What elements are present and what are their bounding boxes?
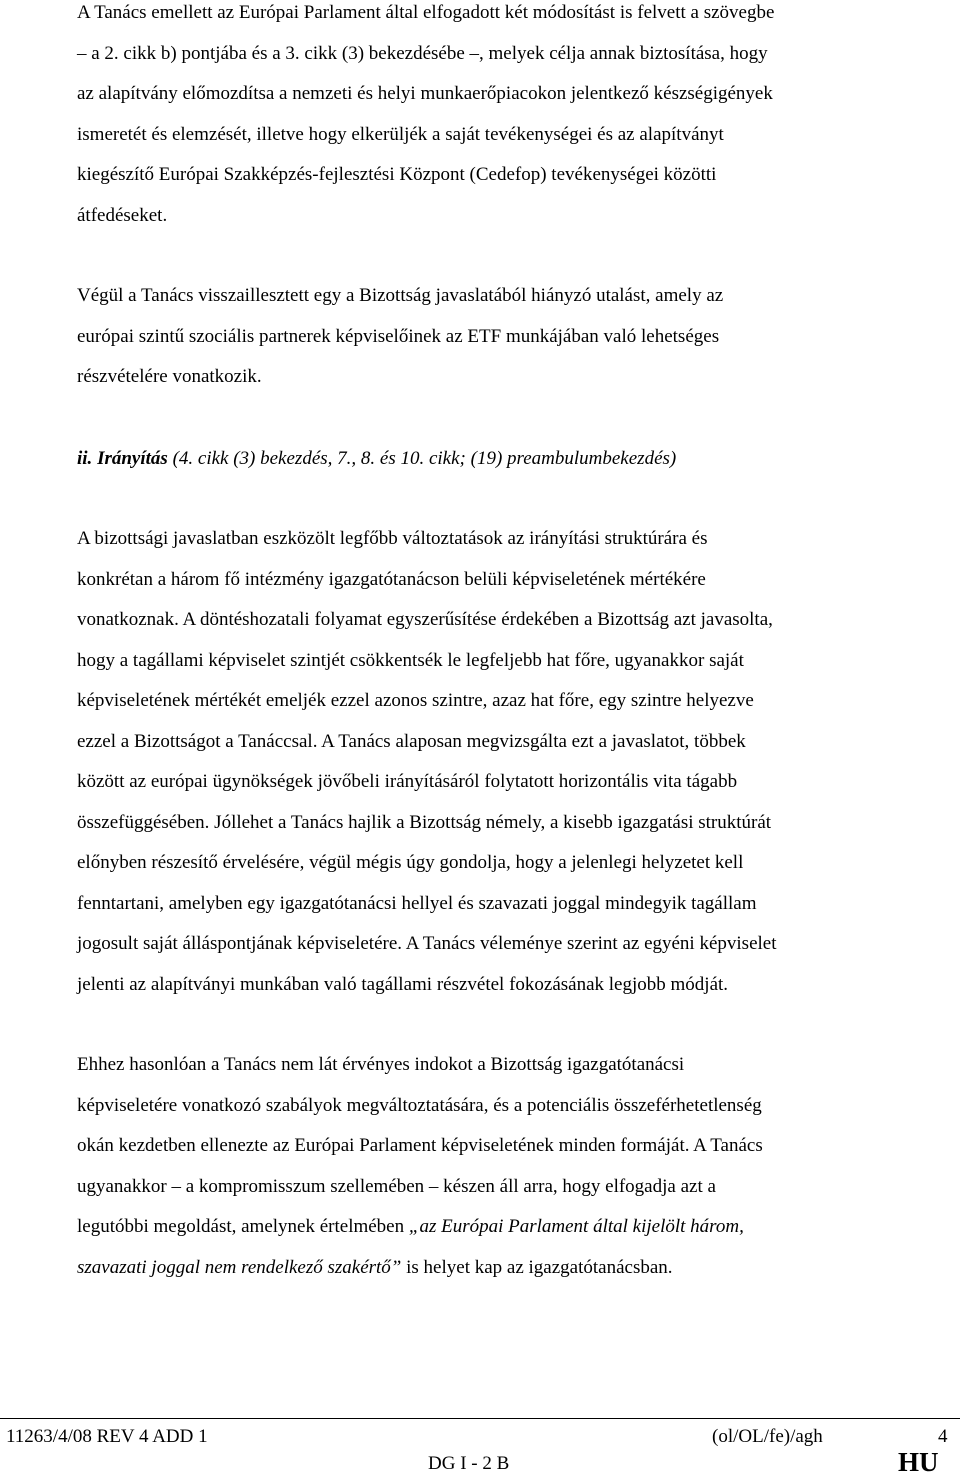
text-line: Végül a Tanács visszaillesztett egy a Bizottság javaslatából hiányzó utalást, amely az [77,285,724,306]
paragraph-amendments [77,0,947,236]
text-line: képviseletének mértékét emeljék ezzel azonos szintre, azaz hat főre, egy szintre helyezve [77,690,754,711]
footer-document-number: 11263/4/08 REV 4 ADD 1 [6,1426,208,1447]
paragraph-social-partners [77,276,947,398]
text-line: előnyben részesítő érvelésére, végül mégis úgy gondolja, hogy a jelenlegi helyzetet kell [77,852,744,873]
heading-title: Irányítás [97,448,168,469]
text-line: ismeretét és elemzését, illetve hogy elkerüljék a saját tevékenységei és az alapítványt [77,123,724,145]
text-line [77,1207,947,1248]
italic-quote: szavazati joggal nem rendelkező szakértő” [77,1256,402,1278]
italic-quote: „az Európai Parlament által kijelölt három, [408,1216,744,1237]
text-line: vonatkoznak. A döntéshozatali folyamat egyszerűsítése érdekében a Bizottság azt javasolta, [77,609,773,630]
text-line: jogosult saját álláspontjának képviseletére. A Tanács véleménye szerint az egyéni képviselet [77,933,777,954]
text-segment: is helyet kap az igazgatótanácsban. [401,1256,673,1278]
footer-reference: (ol/OL/fe)/agh [712,1426,823,1447]
text-line: átfedéseket. [77,204,168,226]
paragraph-parliament-representation [77,1045,947,1288]
text-line: összefüggésében. Jóllehet a Tanács hajlik a Bizottság némely, a kisebb igazgatási struktúrát [77,811,772,833]
text-line: A Tanács emellett az Európai Parlament által elfogadott két módosítást is felvett a szövegbe [77,2,775,23]
text-line: az alapítvány előmozdítsa a nemzeti és helyi munkaerőpiacokon jelentkező készségigények [77,83,773,104]
text-line: jelenti az alapítványi munkában való tagállami részvétel fokozásának legjobb módját. [77,973,729,995]
text-line: között az európai ügynökségek jövőbeli irányításáról folytatott horizontális vita tágabb [77,771,738,792]
heading-number: ii. [77,448,93,469]
footer-language: HU [898,1447,939,1477]
text-line: ezzel a Bizottságot a Tanáccsal. A Tanács alaposan megvizsgálta ezt a javaslatot, többek [77,730,746,752]
text-line: kiegészítő Európai Szakképzés-fejlesztési Központ (Cedefop) tevékenységei közötti [77,164,717,185]
text-line: – a 2. cikk b) pontjába és a 3. cikk (3) bekezdésébe –, melyek célja annak biztosítása, hogy [77,42,768,64]
text-line: A bizottsági javaslatban eszközölt legfőbb változtatások az irányítási struktúrára és [77,528,708,549]
text-line: képviseletére vonatkozó szabályok megváltoztatására, és a potenciális összeférhetetlenség [77,1094,762,1116]
heading-line [77,439,947,480]
text-segment: legutóbbi megoldást, amelynek értelmében [77,1216,409,1237]
heading-reference: (4. cikk (3) bekezdés, 7., 8. és 10. cikk; (19) preambulumbekezdés) [167,448,677,469]
footer-directorate: DG I - 2 B [428,1453,510,1474]
text-line: hogy a tagállami képviselet szintjét csökkentsék le legfeljebb hat főre, ugyanakkor saját [77,649,744,671]
text-line: Ehhez hasonlóan a Tanács nem lát érvényes indokot a Bizottság igazgatótanácsi [77,1054,685,1075]
text-line: fenntartani, amelyben egy igazgatótanácsi hellyel és szavazati joggal mindegyik tagállam [77,892,757,914]
footer-divider [0,1418,960,1419]
text-line: ugyanakkor – a kompromisszum szellemében – készen áll arra, hogy elfogadja azt a [77,1175,716,1197]
paragraph-governance [77,519,947,1005]
text-line: részvételére vonatkozik. [77,366,262,387]
text-line: európai szintű szociális partnerek képviselőinek az ETF munkájában való lehetséges [77,325,720,347]
text-line: okán kezdetben ellenezte az Európai Parlament képviseletének minden formáját. A Tanács [77,1135,763,1156]
footer-page-number: 4 [938,1426,948,1447]
text-line [77,1248,947,1289]
section-heading [77,439,947,480]
text-line: konkrétan a három fő intézmény igazgatótanácson belüli képviseletének mértékére [77,568,706,590]
